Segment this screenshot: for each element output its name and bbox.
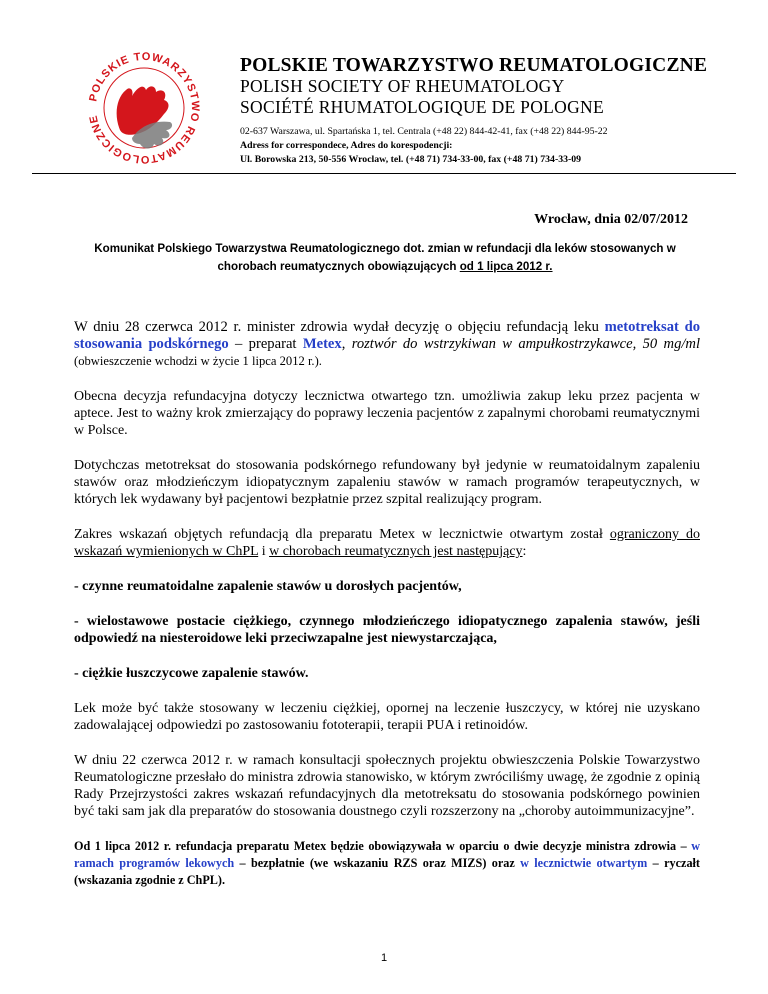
paragraph-scope: Obecna decyzja refundacyjna dotyczy lecznictwa otwartego tzn. umożliwia zakup leku przez pacjenta w aptece. Jest to ważny krok zmierzający do poprawy leczenia pacjentów z zapalnymi chorobami reumatycznymi w Polsce. <box>74 389 700 438</box>
org-name-fr: SOCIÉTÉ RHUMATOLOGIQUE DE POLOGNE <box>240 97 604 117</box>
paragraph-consultation: W dniu 22 czerwca 2012 r. w ramach konsultacji społecznych projektu obwieszczenia Polskie Towarzystwo Reumatologiczne przesłało do ministra zdrowia stanowisko, w którym zwróciliśmy uwagę, że zgodnie z opinią Rady Przejrzystości zakres wskazań refundacyjnych dla metotreksatu do stosowania podskórnego powinien być taki sam jak dla preparatów do stosowania doustnego czyli rozszerzony na „choroby autoimmunizacyjne”. <box>74 753 700 819</box>
document-date: Wrocław, dnia 02/07/2012 <box>534 212 688 227</box>
brand-name: Metex <box>302 336 342 352</box>
address-label: Adress for correspondece, Adres do korespodencji: <box>240 140 453 152</box>
open-care-text: w lecznictwie otwartym <box>520 856 648 870</box>
drug-programs-link-text: w ramach programów lekowych <box>74 839 700 870</box>
page-number: 1 <box>380 952 388 964</box>
decision-note: (obwieszczenie wchodzi w życie 1 lipca 2012 r.). <box>74 354 322 368</box>
heading-line-1: Komunikat Polskiego Towarzystwa Reumatologicznego dot. zmian w refundacji dla leków stosowanych w <box>94 242 676 255</box>
letterhead-divider <box>32 173 736 174</box>
indication-item-1: - czynne reumatoidalne zapalenie stawów u dorosłych pacjentów, <box>74 579 462 594</box>
heading-effective-date: od 1 lipca 2012 r. <box>459 260 553 273</box>
paragraph-decision: W dniu 28 czerwca 2012 r. minister zdrowia wydał decyzję o objęciu refundacją leku metotreksat do stosowania podskórnego – preparat Metex, roztwór do wstrzykiwan w ampułkostrzykawce, 50 mg/ml (obwieszczenie wchodzi w życie 1 lipca 2012 r.). <box>74 319 701 368</box>
address-warsaw: 02-637 Warszawa, ul. Spartańska 1, tel. Centrala (+48 22) 844-42-41, fax (+48 22) 844-95-22 <box>240 126 608 137</box>
org-name-en: POLISH SOCIETY OF RHEUMATOLOGY <box>240 76 565 96</box>
drug-form: roztwór do wstrzykiwan w ampułkostrzykawce, 50 mg/ml <box>351 336 701 352</box>
org-name-pl: POLSKIE TOWARZYSTWO REUMATOLOGICZNE <box>240 55 708 76</box>
indication-item-3: - ciężkie łuszczycowe zapalenie stawów. <box>74 666 309 681</box>
document-body <box>74 319 700 907</box>
drug-name: metotreksat do stosowania podskórnego <box>74 319 701 352</box>
paragraph-history: Dotychczas metotreksat do stosowania podskórnego refundowany był jedynie w reumatoidalnym zapaleniu stawów oraz młodzieńczym idiopatycznym zapaleniu stawów w ramach programów terapeutycznych, w których lek wydawany był pacjentowi bezpłatnie przez szpital realizujący program. <box>74 458 700 507</box>
society-logo <box>74 46 214 164</box>
document-heading <box>70 240 700 276</box>
letterhead <box>240 55 740 168</box>
svg-text:POLSKIE TOWARZYSTWO REUMATOLOG: POLSKIE TOWARZYSTWO REUMATOLOGICZNE <box>87 50 202 164</box>
indication-item-2: - wielostawowe postacie ciężkiego, czynnego młodzieńczego idiopatycznego zapalenia stawów, jeśli odpowiedź na niesteroidowe leki przeciwzapalne jest niewystarczająca, <box>74 614 700 646</box>
paragraph-summary: Od 1 lipca 2012 r. refundacja preparatu Metex będzie obowiązywała w oparciu o dwie decyzje ministra zdrowia – w ramach programów lekowych – bezpłatnie (we wskazaniu RZS oraz MIZS) oraz w lecznictwie otwartym – ryczałt (wskazania zgodnie z ChPL). <box>74 839 700 887</box>
address-wroclaw: Ul. Borowska 213, 50-556 Wroclaw, tel. (+48 71) 734-33-00, fax (+48 71) 734-33-09 <box>240 154 582 166</box>
paragraph-indications: Zakres wskazań objętych refundacją dla preparatu Metex w lecznictwie otwartym został ograniczony do wskazań wymienionych w ChPL i w chorobach reumatycznych jest następujący: <box>74 527 700 559</box>
heading-line-2: chorobach reumatycznych obowiązujących od 1 lipca 2012 r. <box>217 260 553 273</box>
paragraph-psoriasis: Lek może być także stosowany w leczeniu ciężkiej, opornej na leczenie łuszczycy, w której nie uzyskano zadowalającej odpowiedzi po zastosowaniu fototerapii, terapii PUA i retinoidów. <box>74 701 700 733</box>
